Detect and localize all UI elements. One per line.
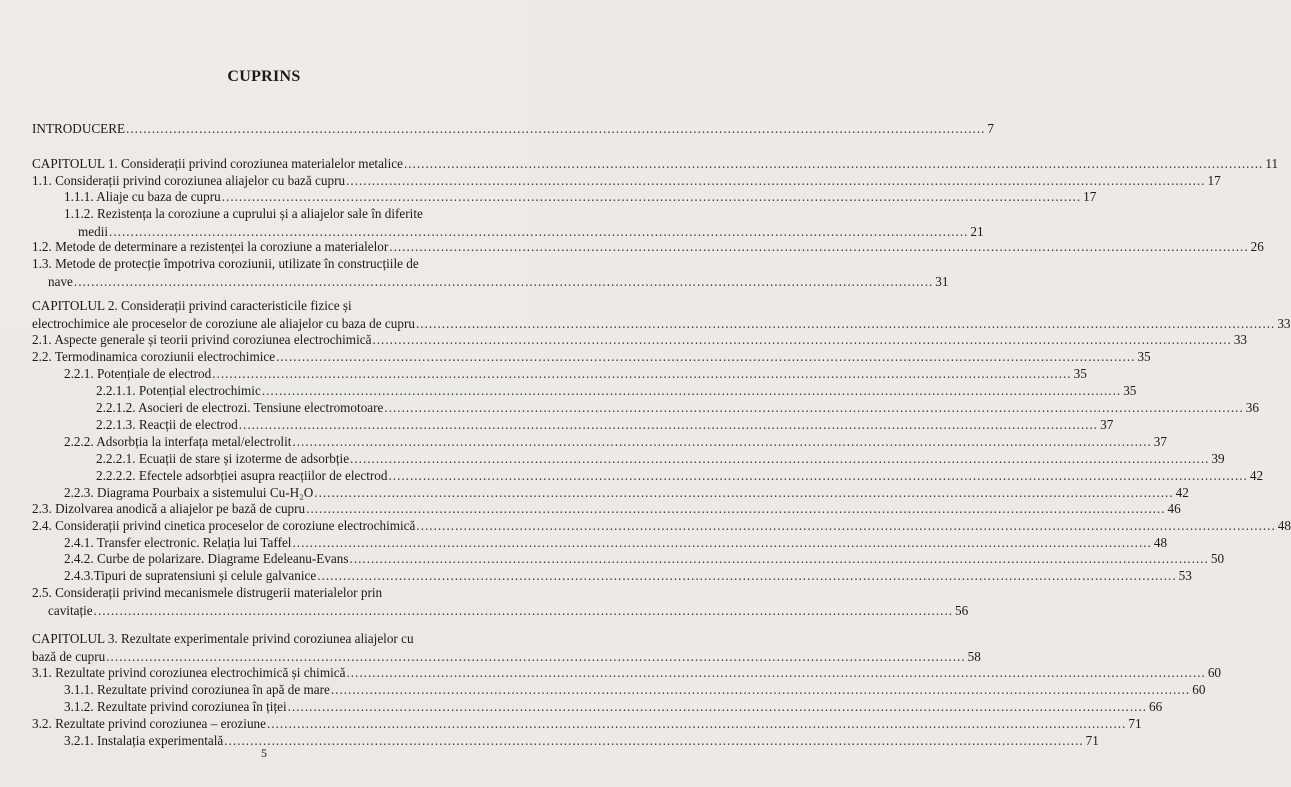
leader-dots: ........................................................................................................................................................................................................ (346, 665, 1206, 680)
toc-page-number: 50 (1210, 551, 1225, 566)
leader-dots: ........................................................................................................................................................................................................ (388, 468, 1248, 483)
toc-entry-label: 2.2.2.2. Efectele adsorbției asupra reacțiilor de electrod (96, 468, 388, 483)
toc-entry-label: 2.2.2.1. Ecuații de stare și izoterme de adsorbție (96, 451, 350, 466)
toc-entry[interactable] (64, 433, 1167, 451)
toc-page-number: 48 (1277, 518, 1291, 533)
leader-dots: ........................................................................................................................................................................................................ (109, 224, 969, 239)
leader-dots: ........................................................................................................................................................................................................ (73, 274, 934, 289)
toc-entry[interactable] (48, 602, 969, 620)
toc-page-number: 21 (970, 224, 984, 239)
toc-page-number: 66 (1149, 699, 1163, 714)
toc-entry-label: 1.2. Metode de determinare a rezistenței la coroziune a materialelor (32, 239, 389, 254)
toc-page-number: 35 (1137, 349, 1151, 364)
toc-entry-label: 1.1. Considerații privind coroziunea aliajelor cu bază cupru (32, 173, 346, 188)
toc-entry[interactable] (64, 550, 1225, 568)
toc-entry-heading: 1.3. Metode de protecție împotriva coroziunii, utilizate în construcțiile de (32, 256, 419, 271)
toc-entry[interactable] (64, 698, 1163, 716)
leader-dots: ........................................................................................................................................................................................................ (389, 239, 1249, 254)
toc-entry[interactable] (96, 467, 1264, 485)
leader-dots: ........................................................................................................................................................................................................ (224, 733, 1084, 748)
toc-page-number: 33 (1233, 332, 1247, 347)
toc-entry-heading: 1.1.2. Rezistența la coroziune a cuprului și a aliajelor sale în diferite (64, 206, 423, 221)
toc-page-number: 26 (1250, 239, 1264, 254)
leader-dots: ........................................................................................................................................................................................................ (267, 716, 1127, 731)
leader-dots: ........................................................................................................................................................................................................ (415, 316, 1276, 331)
toc-entry-label: 2.4.2. Curbe de polarizare. Diagrame Edeleanu-Evans (64, 551, 349, 566)
toc-entry[interactable] (32, 517, 1291, 535)
leader-dots: ........................................................................................................................................................................................................ (93, 603, 954, 618)
toc-page-number: 56 (955, 603, 969, 618)
toc-page-number: 37 (1153, 434, 1167, 449)
leader-dots: ........................................................................................................................................................................................................ (106, 649, 966, 664)
toc-entry[interactable] (96, 382, 1137, 400)
leader-dots: ........................................................................................................................................................................................................ (384, 400, 1244, 415)
toc-entry-label: 2.2.1.3. Reacții de electrod (96, 417, 238, 432)
leader-dots: ........................................................................................................................................................................................................ (403, 156, 1264, 171)
toc-page-number: 60 (1192, 682, 1206, 697)
toc-entry-label: bază de cupru (32, 649, 106, 664)
leader-dots: ........................................................................................................................................................................................................ (416, 518, 1276, 533)
toc-entry-heading: 2.5. Considerații privind mecanismele distrugerii materialelor prin (32, 585, 383, 600)
toc-entry-label: 3.1. Rezultate privind coroziunea electrochimică și chimică (32, 665, 346, 680)
toc-page-number: 31 (935, 274, 949, 289)
toc-entry[interactable] (32, 155, 1279, 173)
toc-entry-label: 2.2.1.2. Asocieri de electrozi. Tensiune electromotoare (96, 400, 384, 415)
toc-entry[interactable] (32, 120, 995, 138)
toc-entry-label: 2.2.1. Potențiale de electrod (64, 366, 212, 381)
toc-entry-label: 2.4.1. Transfer electronic. Relația lui Taffel (64, 535, 292, 550)
leader-dots: ........................................................................................................................................................................................................ (306, 501, 1166, 516)
toc-entry-label: 3.2. Rezultate privind coroziunea – eroziune (32, 716, 266, 731)
toc-page-number: 48 (1153, 535, 1168, 550)
leader-dots: ........................................................................................................................................................................................................ (346, 173, 1206, 188)
toc-entry[interactable] (32, 664, 1222, 682)
toc-entry[interactable] (32, 238, 1264, 256)
leader-dots: ........................................................................................................................................................................................................ (287, 699, 1148, 714)
toc-entry-label: 2.2.3. Diagrama Pourbaix a sistemului Cu-H₂O (64, 485, 314, 500)
toc-entry-heading: CAPITOLUL 2. Considerații privind caracteristicile fizice și (32, 298, 352, 313)
toc-page-number: 35 (1073, 366, 1087, 381)
page-title: CUPRINS (227, 68, 301, 85)
toc-entry-label: 3.1.2. Rezultate privind coroziunea în țiței (64, 699, 287, 714)
toc-page-number: 71 (1085, 733, 1099, 748)
toc-page-number: 58 (967, 649, 981, 664)
toc-entry[interactable] (64, 681, 1206, 699)
toc-page-number: 53 (1178, 568, 1192, 583)
leader-dots: ........................................................................................................................................................................................................ (238, 417, 1099, 432)
toc-entry-label: 2.2.1.1. Potențial electrochimic (96, 383, 261, 398)
toc-entry[interactable] (96, 416, 1114, 434)
toc-entry[interactable] (32, 348, 1151, 366)
leader-dots: ........................................................................................................................................................................................................ (212, 366, 1072, 381)
leader-dots: ........................................................................................................................................................................................................ (276, 349, 1136, 364)
toc-entry-label: 2.4.3.Tipuri de supratensiuni și celule galvanice (64, 568, 317, 583)
page-number: 5 (261, 746, 267, 760)
toc-entry[interactable] (96, 399, 1259, 417)
leader-dots: ........................................................................................................................................................................................................ (292, 434, 1152, 449)
toc-page-number: 7 (987, 121, 995, 136)
toc-entry-heading: CAPITOLUL 3. Rezultate experimentale privind coroziunea aliajelor cu (32, 631, 414, 646)
toc-page-number: 46 (1167, 501, 1181, 516)
toc-entry[interactable] (64, 188, 1097, 206)
leader-dots: ........................................................................................................................................................................................................ (317, 568, 1177, 583)
leader-dots: ........................................................................................................................................................................................................ (261, 383, 1122, 398)
toc-page-number: 36 (1245, 400, 1259, 415)
toc-entry-label: 3.1.1. Rezultate privind coroziunea în apă de mare (64, 682, 330, 697)
toc-page-number: 35 (1123, 383, 1137, 398)
toc-page-number: 60 (1207, 665, 1222, 680)
toc-page-number: 17 (1083, 189, 1097, 204)
toc-entry-label: 2.2.2. Adsorbția la interfața metal/electrolit (64, 434, 292, 449)
toc-entry-label: medii (78, 224, 109, 239)
toc-entry-label: INTRODUCERE (32, 121, 126, 136)
toc-entry[interactable] (64, 567, 1192, 585)
toc-page-number: 33 (1277, 316, 1291, 331)
leader-dots: ........................................................................................................................................................................................................ (221, 189, 1082, 204)
toc-entry-label: 2.4. Considerații privind cinetica proceselor de coroziune electrochimică (32, 518, 416, 533)
toc-entry-label: nave (48, 274, 73, 289)
toc-entry-label: CAPITOLUL 1. Considerații privind coroziunea materialelor metalice (32, 156, 403, 171)
toc-entry[interactable] (96, 450, 1225, 468)
toc-entry-label: 3.2.1. Instalația experimentală (64, 733, 224, 748)
toc-entry[interactable] (32, 331, 1247, 349)
toc-entry[interactable] (64, 365, 1087, 383)
toc-entry[interactable] (32, 500, 1181, 518)
toc-entry-label: 2.2. Termodinamica coroziunii electrochimice (32, 349, 276, 364)
leader-dots: ........................................................................................................................................................................................................ (126, 121, 986, 136)
toc-entry[interactable] (48, 273, 949, 291)
leader-dots: ........................................................................................................................................................................................................ (372, 332, 1232, 347)
toc-entry-label: electrochimice ale proceselor de coroziune ale aliajelor cu baza de cupru (32, 316, 415, 331)
toc-page-number: 11 (1265, 156, 1279, 171)
toc-entry-label: 1.1.1. Aliaje cu baza de cupru (64, 189, 221, 204)
toc-entry-label: cavitație (48, 603, 93, 618)
toc-page-number: 17 (1207, 173, 1221, 188)
toc-entry[interactable] (32, 715, 1142, 733)
toc-page-number: 71 (1128, 716, 1142, 731)
toc-entry-label: 2.1. Aspecte generale și teorii privind coroziunea electrochimică (32, 332, 372, 347)
leader-dots: ........................................................................................................................................................................................................ (292, 535, 1152, 550)
leader-dots: ........................................................................................................................................................................................................ (350, 451, 1210, 466)
toc-page-number: 42 (1175, 485, 1189, 500)
leader-dots: ........................................................................................................................................................................................................ (330, 682, 1191, 697)
toc-entry-label: 2.3. Dizolvarea anodică a aliajelor pe bază de cupru (32, 501, 306, 516)
toc-page-number: 37 (1100, 417, 1114, 432)
toc-page-number: 42 (1249, 468, 1264, 483)
toc-page-number: 39 (1211, 451, 1225, 466)
leader-dots: ........................................................................................................................................................................................................ (314, 485, 1174, 500)
leader-dots: ........................................................................................................................................................................................................ (349, 551, 1209, 566)
